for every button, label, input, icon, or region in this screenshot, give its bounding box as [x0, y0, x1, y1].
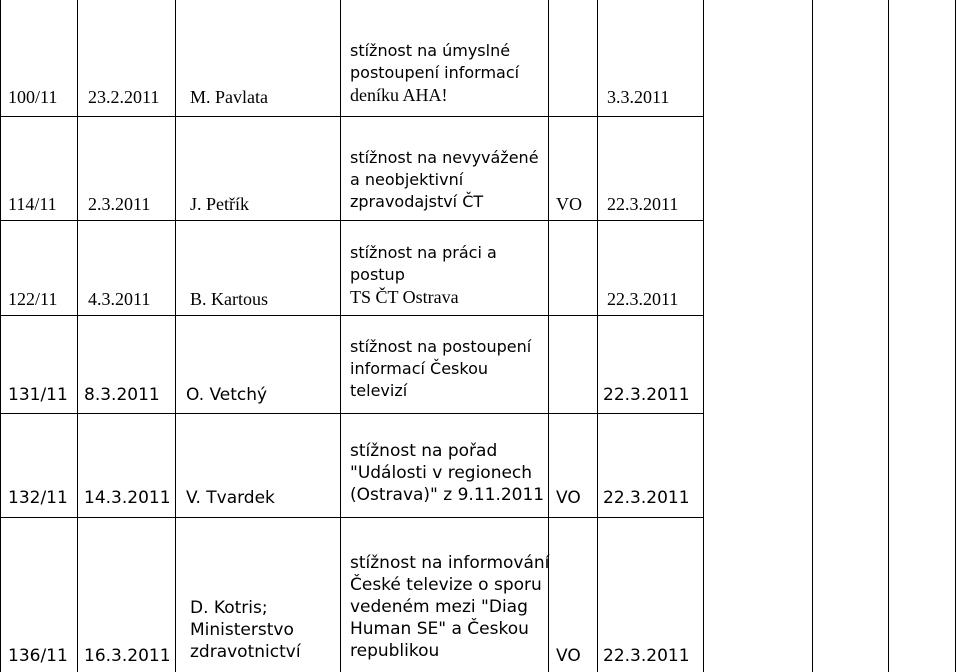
description-line: televizí: [350, 381, 408, 400]
description-line: "Události v regionech: [350, 463, 533, 483]
column-border: [340, 0, 341, 672]
complaint-description: [350, 336, 531, 402]
complaint-author: [190, 597, 301, 663]
complaint-description: [350, 440, 544, 506]
column-border: [888, 0, 889, 672]
description-line: vedeném mezi "Diag: [350, 597, 528, 617]
description-line: postoupení informací: [350, 63, 520, 82]
complaint-number: 132/11: [8, 488, 68, 508]
description-line: stížnost na pořad: [350, 441, 498, 461]
complaint-number: 114/11: [8, 194, 57, 214]
row-border: [0, 116, 703, 117]
row-border: [0, 315, 703, 316]
description-line: TS ČT Ostrava: [350, 287, 459, 307]
complaint-author: B. Kartous: [190, 289, 268, 309]
complaint-date: 14.3.2011: [84, 488, 171, 508]
description-line: České televize o sporu: [350, 575, 542, 595]
complaint-date: 2.3.2011: [88, 194, 151, 214]
closed-date: 22.3.2011: [603, 385, 690, 405]
row-border: [0, 413, 703, 414]
complaint-description: [350, 242, 497, 308]
description-line: (Ostrava)" z 9.11.2011: [350, 485, 545, 505]
complaint-status: VO: [556, 646, 581, 666]
complaint-number: 100/11: [8, 87, 58, 107]
complaint-date: 23.2.2011: [88, 87, 160, 107]
column-border: [703, 0, 704, 672]
description-line: stížnost na úmyslné: [350, 41, 511, 60]
closed-date: 3.3.2011: [607, 87, 670, 107]
complaint-description: [350, 552, 549, 662]
closed-date: 22.3.2011: [607, 289, 679, 309]
complaint-author: O. Vetchý: [186, 385, 268, 405]
complaint-date: 4.3.2011: [88, 289, 151, 309]
complaint-status: VO: [556, 194, 582, 214]
description-line: stížnost na informování: [350, 553, 550, 573]
column-border: [955, 0, 956, 672]
column-border: [0, 0, 1, 672]
closed-date: 22.3.2011: [607, 194, 679, 214]
description-line: stížnost na práci a: [350, 243, 497, 262]
author-line: D. Kotris;: [190, 598, 268, 618]
complaint-number: 122/11: [8, 289, 58, 309]
author-line: Ministerstvo: [190, 620, 294, 640]
description-line: informací Českou: [350, 359, 488, 378]
complaint-description: [350, 147, 539, 213]
complaint-author: V. Tvardek: [186, 488, 275, 508]
row-border: [0, 220, 703, 221]
column-border: [597, 0, 598, 672]
description-line: republikou: [350, 641, 440, 661]
complaint-date: 8.3.2011: [84, 385, 160, 405]
description-line: postup: [350, 265, 405, 284]
complaint-number: 136/11: [8, 646, 68, 666]
complaint-date: 16.3.2011: [84, 646, 171, 666]
author-line: zdravotnictví: [190, 642, 301, 662]
closed-date: 22.3.2011: [603, 646, 690, 666]
complaint-description: [350, 40, 519, 106]
description-line: a neobjektivní: [350, 170, 464, 189]
description-line: Human SE" a Českou: [350, 619, 529, 639]
column-border: [812, 0, 813, 672]
description-line: stížnost na nevyvážené: [350, 148, 539, 167]
complaint-status: VO: [556, 488, 581, 508]
description-line: zpravodajství ČT: [350, 192, 484, 211]
column-border: [77, 0, 78, 672]
complaint-author: M. Pavlata: [190, 87, 268, 107]
description-line: stížnost na postoupení: [350, 337, 532, 356]
column-border: [175, 0, 176, 672]
row-border: [0, 517, 703, 518]
complaint-number: 131/11: [8, 385, 68, 405]
closed-date: 22.3.2011: [603, 488, 690, 508]
complaint-author: J. Petřík: [190, 194, 250, 214]
description-line: deníku AHA!: [350, 85, 448, 105]
